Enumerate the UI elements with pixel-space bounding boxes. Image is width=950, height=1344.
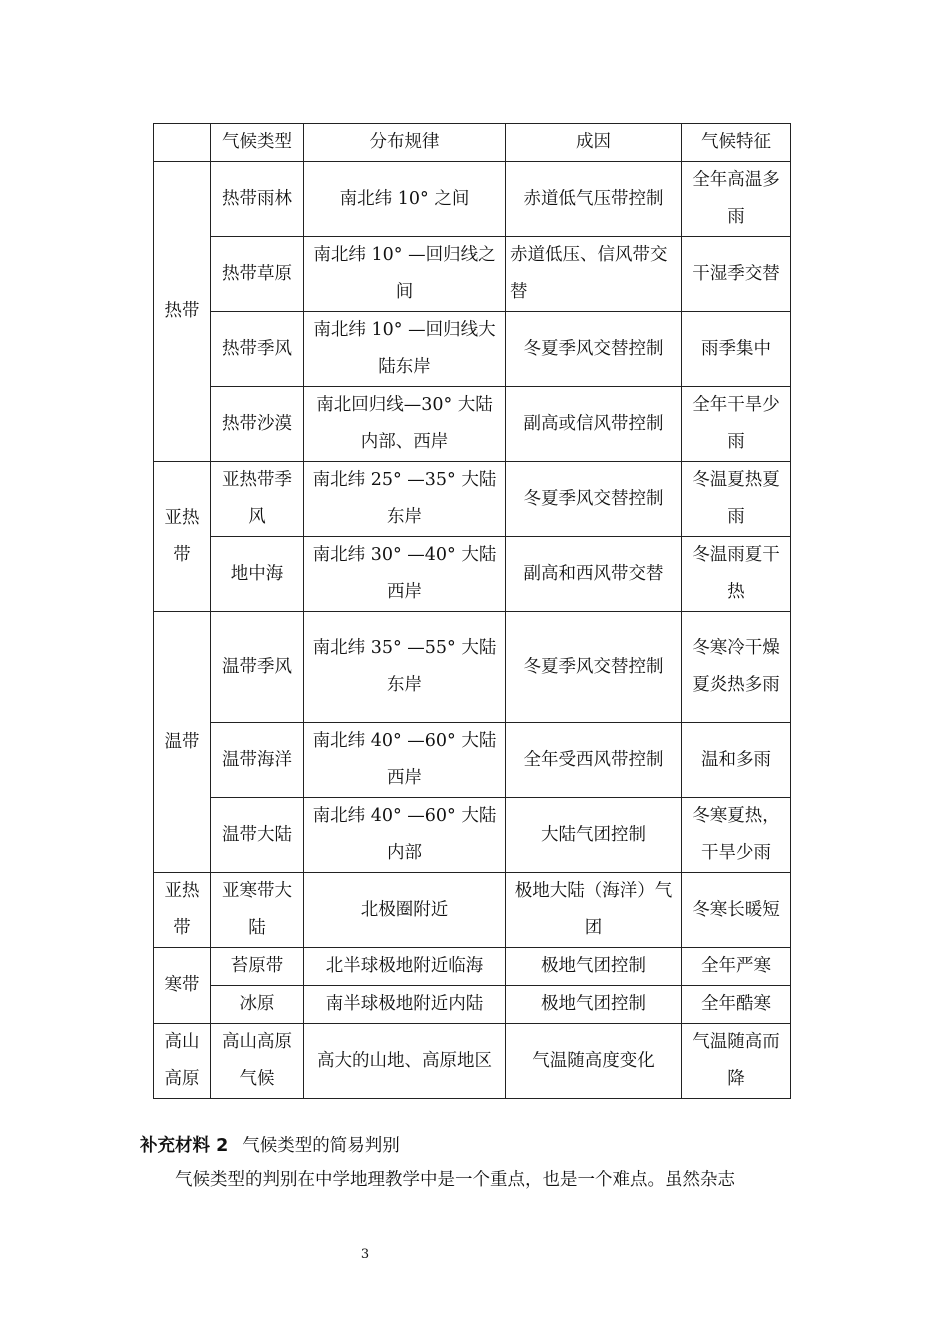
distribution-cell: 南北纬 10° —回归线之间 — [304, 237, 506, 312]
feature-cell: 全年干旱少雨 — [682, 387, 791, 462]
cause-cell: 全年受西风带控制 — [506, 723, 682, 798]
zone-cell: 温带 — [154, 612, 211, 873]
cause-cell: 副高或信风带控制 — [506, 387, 682, 462]
header-cell-cause: 成因 — [506, 124, 682, 162]
type-cell: 苔原带 — [211, 948, 304, 986]
type-cell: 温带季风 — [211, 612, 304, 723]
feature-cell: 干湿季交替 — [682, 237, 791, 312]
distribution-cell: 南北纬 25° —35° 大陆东岸 — [304, 462, 506, 537]
zone-cell: 寒带 — [154, 948, 211, 1024]
section-heading-lead: 补充材料 2 — [140, 1136, 229, 1156]
distribution-cell: 南北纬 10° —回归线大陆东岸 — [304, 312, 506, 387]
distribution-cell: 北极圈附近 — [304, 873, 506, 948]
cause-cell: 冬夏季风交替控制 — [506, 312, 682, 387]
table-row — [154, 537, 791, 612]
zone-cell: 热带 — [154, 162, 211, 462]
feature-cell: 冬温雨夏干热 — [682, 537, 791, 612]
feature-cell: 冬寒夏热，干旱少雨 — [682, 798, 791, 873]
distribution-cell: 北半球极地附近临海 — [304, 948, 506, 986]
cause-cell: 冬夏季风交替控制 — [506, 612, 682, 723]
body-paragraph: 气候类型的判别在中学地理教学中是一个重点，也是一个难点。虽然杂志 — [175, 1170, 735, 1190]
cause-cell: 大陆气团控制 — [506, 798, 682, 873]
section-heading — [140, 1133, 400, 1159]
header-cell-feature: 气候特征 — [682, 124, 791, 162]
table-row — [154, 312, 791, 387]
type-cell: 亚热带季风 — [211, 462, 304, 537]
cause-cell: 极地气团控制 — [506, 948, 682, 986]
distribution-cell: 南北纬 30° —40° 大陆西岸 — [304, 537, 506, 612]
header-cell-distribution: 分布规律 — [304, 124, 506, 162]
zone-cell: 亚热带 — [154, 873, 211, 948]
zone-cell: 亚热带 — [154, 462, 211, 612]
header-cell-zone — [154, 124, 211, 162]
cause-cell: 赤道低压、信风带交替 — [506, 237, 682, 312]
zone-cell: 高山高原 — [154, 1024, 211, 1099]
table-row — [154, 462, 791, 537]
cause-cell: 气温随高度变化 — [506, 1024, 682, 1099]
feature-cell: 全年酷寒 — [682, 986, 791, 1024]
cause-cell: 冬夏季风交替控制 — [506, 462, 682, 537]
table-row — [154, 798, 791, 873]
type-cell: 温带大陆 — [211, 798, 304, 873]
table-row — [154, 612, 791, 723]
type-cell: 热带沙漠 — [211, 387, 304, 462]
table-row — [154, 948, 791, 986]
table-header-row — [154, 124, 791, 162]
header-cell-type: 气候类型 — [211, 124, 304, 162]
type-cell: 热带雨林 — [211, 162, 304, 237]
table-row — [154, 723, 791, 798]
page-number: 3 — [360, 1247, 370, 1262]
type-cell: 热带草原 — [211, 237, 304, 312]
type-cell: 冰原 — [211, 986, 304, 1024]
feature-cell: 冬寒长暖短 — [682, 873, 791, 948]
type-cell: 高山高原气候 — [211, 1024, 304, 1099]
feature-cell: 雨季集中 — [682, 312, 791, 387]
table-row — [154, 162, 791, 237]
distribution-cell: 南北纬 40° —60° 大陆内部 — [304, 798, 506, 873]
cause-cell: 赤道低气压带控制 — [506, 162, 682, 237]
feature-cell: 温和多雨 — [682, 723, 791, 798]
table-row — [154, 387, 791, 462]
feature-cell: 冬寒冷干燥夏炎热多雨 — [682, 612, 791, 723]
cause-cell: 极地气团控制 — [506, 986, 682, 1024]
cause-cell: 副高和西风带交替 — [506, 537, 682, 612]
distribution-cell: 南半球极地附近内陆 — [304, 986, 506, 1024]
cause-cell: 极地大陆（海洋）气团 — [506, 873, 682, 948]
section-heading-text: 气候类型的简易判别 — [242, 1136, 400, 1156]
table-row — [154, 237, 791, 312]
feature-cell: 气温随高而降 — [682, 1024, 791, 1099]
distribution-cell: 南北纬 10° 之间 — [304, 162, 506, 237]
table-row — [154, 986, 791, 1024]
feature-cell: 冬温夏热夏雨 — [682, 462, 791, 537]
type-cell: 温带海洋 — [211, 723, 304, 798]
distribution-cell: 高大的山地、高原地区 — [304, 1024, 506, 1099]
type-cell: 亚寒带大陆 — [211, 873, 304, 948]
climate-table — [153, 123, 791, 1099]
type-cell: 地中海 — [211, 537, 304, 612]
feature-cell: 全年严寒 — [682, 948, 791, 986]
table-row — [154, 1024, 791, 1099]
distribution-cell: 南北回归线—30° 大陆内部、西岸 — [304, 387, 506, 462]
type-cell: 热带季风 — [211, 312, 304, 387]
table-row — [154, 873, 791, 948]
feature-cell: 全年高温多雨 — [682, 162, 791, 237]
distribution-cell: 南北纬 35° —55° 大陆东岸 — [304, 612, 506, 723]
distribution-cell: 南北纬 40° —60° 大陆西岸 — [304, 723, 506, 798]
